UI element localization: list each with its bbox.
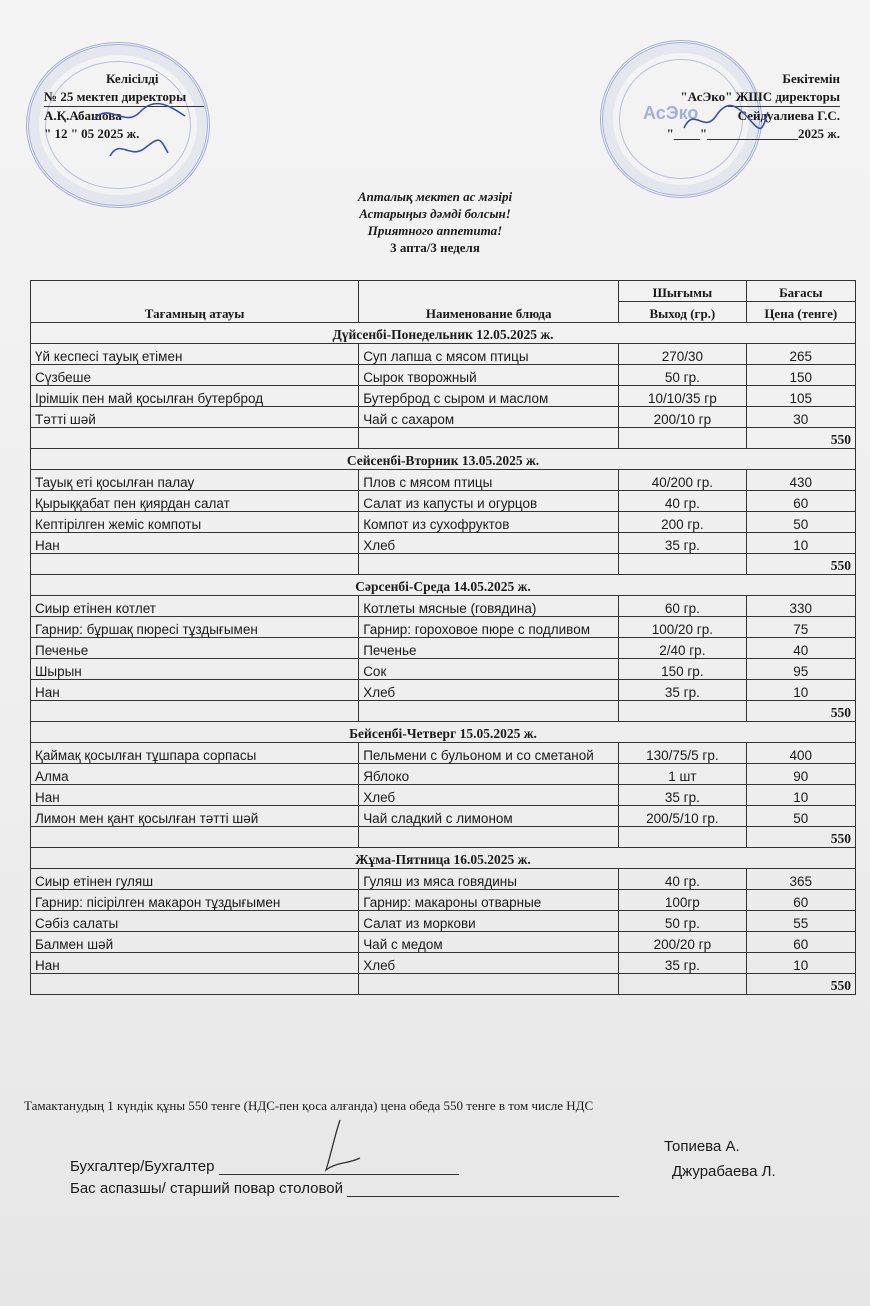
day-row (31, 323, 856, 344)
day-total-price: 550 (746, 974, 855, 995)
day-total-price: 550 (746, 554, 855, 575)
menu-item-row (31, 785, 856, 806)
approval-left-position: № 25 мектеп директоры (44, 89, 187, 104)
day-total-row (31, 554, 856, 575)
dish-name-ru: Пельмени с бульоном и со сметаной (359, 743, 619, 764)
dish-price: 50 (746, 806, 855, 827)
day-total-price: 550 (746, 428, 855, 449)
menu-item-row (31, 617, 856, 638)
dish-output: 50 гр. (619, 911, 746, 932)
header-kz-name: Тағамның атауы (31, 281, 359, 323)
total-empty-kz (31, 827, 359, 848)
dish-name-kz: Нан (31, 785, 359, 806)
dish-output: 130/75/5 гр. (619, 743, 746, 764)
dish-name-kz: Шырын (31, 659, 359, 680)
day-title: Жұма-Пятница 16.05.2025 ж. (31, 848, 856, 869)
dish-name-kz: Сиыр етінен гуляш (31, 869, 359, 890)
dish-name-ru: Хлеб (359, 533, 619, 554)
dish-name-kz: Қаймақ қосылған тұшпара сорпасы (31, 743, 359, 764)
dish-name-ru: Компот из сухофруктов (359, 512, 619, 533)
cook-signature-blank (347, 1196, 619, 1197)
dish-output: 270/30 (619, 344, 746, 365)
day-title: Дүйсенбі-Понедельник 12.05.2025 ж. (31, 323, 856, 344)
dish-price: 365 (746, 869, 855, 890)
menu-table (30, 280, 856, 995)
dish-price: 60 (746, 932, 855, 953)
header-output-ru: Выход (гр.) (619, 302, 746, 323)
dish-name-kz: Алма (31, 764, 359, 785)
dish-name-kz: Сүзбеше (31, 365, 359, 386)
menu-item-row (31, 365, 856, 386)
total-empty-ru (359, 554, 619, 575)
total-empty-ru (359, 827, 619, 848)
menu-item-row (31, 596, 856, 617)
menu-wish-kz: Астарыңыз дәмді болсын! (359, 206, 511, 221)
dish-output: 200/10 гр (619, 407, 746, 428)
total-empty-ru (359, 428, 619, 449)
dish-output: 150 гр. (619, 659, 746, 680)
menu-item-row (31, 680, 856, 701)
total-empty-kz (31, 974, 359, 995)
accountant-name: Топиева А. (664, 1138, 740, 1155)
dish-name-kz: Ірімшік пен май қосылған бутерброд (31, 386, 359, 407)
day-row (31, 848, 856, 869)
header-row-top (31, 281, 856, 302)
dish-name-ru: Котлеты мясные (говядина) (359, 596, 619, 617)
dish-name-ru: Чай сладкий с лимоном (359, 806, 619, 827)
approval-left-title: Келісілді (106, 71, 159, 86)
header-price-ru: Цена (тенге) (746, 302, 855, 323)
dish-price: 10 (746, 680, 855, 701)
dish-output: 100гр (619, 890, 746, 911)
dish-name-ru: Салат из капусты и огурцов (359, 491, 619, 512)
menu-item-row (31, 890, 856, 911)
dish-name-ru: Хлеб (359, 680, 619, 701)
approval-right-position: "АсЭко" ЖШС директоры (680, 89, 840, 104)
header-price-kz: Бағасы (746, 281, 855, 302)
dish-name-kz: Гарнир: бұршақ пюресі тұздығымен (31, 617, 359, 638)
menu-item-row (31, 491, 856, 512)
dish-price: 430 (746, 470, 855, 491)
total-empty-ru (359, 974, 619, 995)
menu-item-row (31, 470, 856, 491)
dish-price: 75 (746, 617, 855, 638)
menu-item-row (31, 806, 856, 827)
dish-output: 50 гр. (619, 365, 746, 386)
dish-output: 10/10/35 гр (619, 386, 746, 407)
dish-price: 105 (746, 386, 855, 407)
dish-name-kz: Тәтті шәй (31, 407, 359, 428)
day-total-row (31, 701, 856, 722)
signature-left-icon (90, 98, 200, 168)
dish-name-kz: Нан (31, 953, 359, 974)
dish-output: 200 гр. (619, 512, 746, 533)
dish-output: 2/40 гр. (619, 638, 746, 659)
menu-item-row (31, 512, 856, 533)
dish-price: 60 (746, 890, 855, 911)
menu-week: 3 апта/3 неделя (390, 240, 480, 255)
cook-name: Джурабаева Л. (672, 1163, 776, 1180)
cook-line (70, 1180, 619, 1197)
approval-left-name: А.Қ.Абашова (44, 106, 204, 125)
dish-name-kz: Қырыққабат пен қиярдан салат (31, 491, 359, 512)
menu-title: Апталық мектеп ас мәзірі (357, 189, 513, 204)
dish-name-kz: Сәбіз салаты (31, 911, 359, 932)
total-empty-out (619, 428, 746, 449)
menu-title-block (0, 188, 870, 256)
dish-price: 10 (746, 953, 855, 974)
dish-price: 50 (746, 512, 855, 533)
stamp-right-label: АсЭко (643, 103, 699, 123)
approval-left-date: " 12 " 05 2025 ж. (44, 126, 140, 141)
total-empty-out (619, 554, 746, 575)
dish-price: 95 (746, 659, 855, 680)
dish-name-ru: Салат из моркови (359, 911, 619, 932)
dish-name-kz: Гарнир: пісірілген макарон тұздығымен (31, 890, 359, 911)
dish-name-ru: Печенье (359, 638, 619, 659)
approval-right-name: Сейдуалиева Г.С. (728, 106, 840, 125)
dish-name-ru: Гуляш из мяса говядины (359, 869, 619, 890)
dish-name-ru: Бутерброд с сыром и маслом (359, 386, 619, 407)
dish-name-kz: Балмен шәй (31, 932, 359, 953)
accountant-line (70, 1158, 459, 1175)
menu-item-row (31, 953, 856, 974)
dish-output: 35 гр. (619, 785, 746, 806)
dish-name-ru: Суп лапша с мясом птицы (359, 344, 619, 365)
total-empty-kz (31, 554, 359, 575)
dish-price: 55 (746, 911, 855, 932)
dish-name-kz: Нан (31, 533, 359, 554)
menu-item-row (31, 911, 856, 932)
menu-item-row (31, 869, 856, 890)
dish-name-ru: Сырок творожный (359, 365, 619, 386)
total-empty-kz (31, 701, 359, 722)
day-row (31, 722, 856, 743)
menu-body (31, 323, 856, 995)
dish-name-ru: Сок (359, 659, 619, 680)
menu-item-row (31, 932, 856, 953)
total-empty-ru (359, 701, 619, 722)
menu-item-row (31, 743, 856, 764)
accountant-label: Бухгалтер/Бухгалтер (70, 1158, 215, 1175)
total-empty-out (619, 974, 746, 995)
dish-name-kz: Үй кеспесі тауық етімен (31, 344, 359, 365)
header-ru-name: Наименование блюда (359, 281, 619, 323)
dish-price: 60 (746, 491, 855, 512)
day-title: Сәрсенбі-Среда 14.05.2025 ж. (31, 575, 856, 596)
approval-right-title: Бекітемін (782, 71, 840, 86)
dish-name-ru: Хлеб (359, 785, 619, 806)
dish-price: 10 (746, 785, 855, 806)
total-empty-out (619, 701, 746, 722)
dish-output: 1 шт (619, 764, 746, 785)
menu-item-row (31, 638, 856, 659)
day-total-row (31, 428, 856, 449)
day-total-row (31, 827, 856, 848)
dish-name-ru: Яблоко (359, 764, 619, 785)
dish-name-kz: Тауық еті қосылған палау (31, 470, 359, 491)
menu-item-row (31, 386, 856, 407)
approval-right-date: "____"______________2025 ж. (666, 126, 840, 141)
dish-output: 100/20 гр. (619, 617, 746, 638)
dish-name-ru: Чай с медом (359, 932, 619, 953)
day-total-price: 550 (746, 827, 855, 848)
dish-name-kz: Сиыр етінен котлет (31, 596, 359, 617)
header-output-kz: Шығымы (619, 281, 746, 302)
dish-output: 200/5/10 гр. (619, 806, 746, 827)
dish-price: 150 (746, 365, 855, 386)
dish-output: 60 гр. (619, 596, 746, 617)
dish-output: 40 гр. (619, 491, 746, 512)
day-total-price: 550 (746, 701, 855, 722)
dish-output: 35 гр. (619, 953, 746, 974)
day-title: Бейсенбі-Четверг 15.05.2025 ж. (31, 722, 856, 743)
menu-item-row (31, 344, 856, 365)
dish-name-kz: Нан (31, 680, 359, 701)
dish-name-ru: Чай с сахаром (359, 407, 619, 428)
dish-name-ru: Хлеб (359, 953, 619, 974)
dish-output: 35 гр. (619, 533, 746, 554)
cook-label: Бас аспазшы/ старший повар столовой (70, 1180, 343, 1197)
dish-name-kz: Печенье (31, 638, 359, 659)
day-row (31, 449, 856, 470)
day-total-row (31, 974, 856, 995)
menu-item-row (31, 407, 856, 428)
dish-price: 10 (746, 533, 855, 554)
dish-name-kz: Кептірілген жеміс компоты (31, 512, 359, 533)
dish-output: 40/200 гр. (619, 470, 746, 491)
dish-price: 265 (746, 344, 855, 365)
dish-price: 40 (746, 638, 855, 659)
dish-name-kz: Лимон мен қант қосылған тәтті шәй (31, 806, 359, 827)
dish-output: 35 гр. (619, 680, 746, 701)
dish-output: 40 гр. (619, 869, 746, 890)
dish-name-ru: Гарнир: макароны отварные (359, 890, 619, 911)
menu-item-row (31, 659, 856, 680)
dish-price: 400 (746, 743, 855, 764)
day-row (31, 575, 856, 596)
menu-item-row (31, 533, 856, 554)
total-empty-kz (31, 428, 359, 449)
dish-output: 200/20 гр (619, 932, 746, 953)
menu-item-row (31, 764, 856, 785)
footer-note: Тамактанудың 1 күндік құны 550 тенге (НДС-пен қоса алғанда) цена обеда 550 тенге в том числе НДС (24, 1098, 594, 1113)
signature-right-icon (680, 100, 770, 140)
dish-price: 90 (746, 764, 855, 785)
total-empty-out (619, 827, 746, 848)
accountant-signature-blank (219, 1174, 459, 1175)
dish-price: 30 (746, 407, 855, 428)
dish-price: 330 (746, 596, 855, 617)
dish-name-ru: Плов с мясом птицы (359, 470, 619, 491)
menu-wish-ru: Приятного аппетита! (367, 223, 503, 238)
day-title: Сейсенбі-Вторник 13.05.2025 ж. (31, 449, 856, 470)
dish-name-ru: Гарнир: гороховое пюре с подливом (359, 617, 619, 638)
